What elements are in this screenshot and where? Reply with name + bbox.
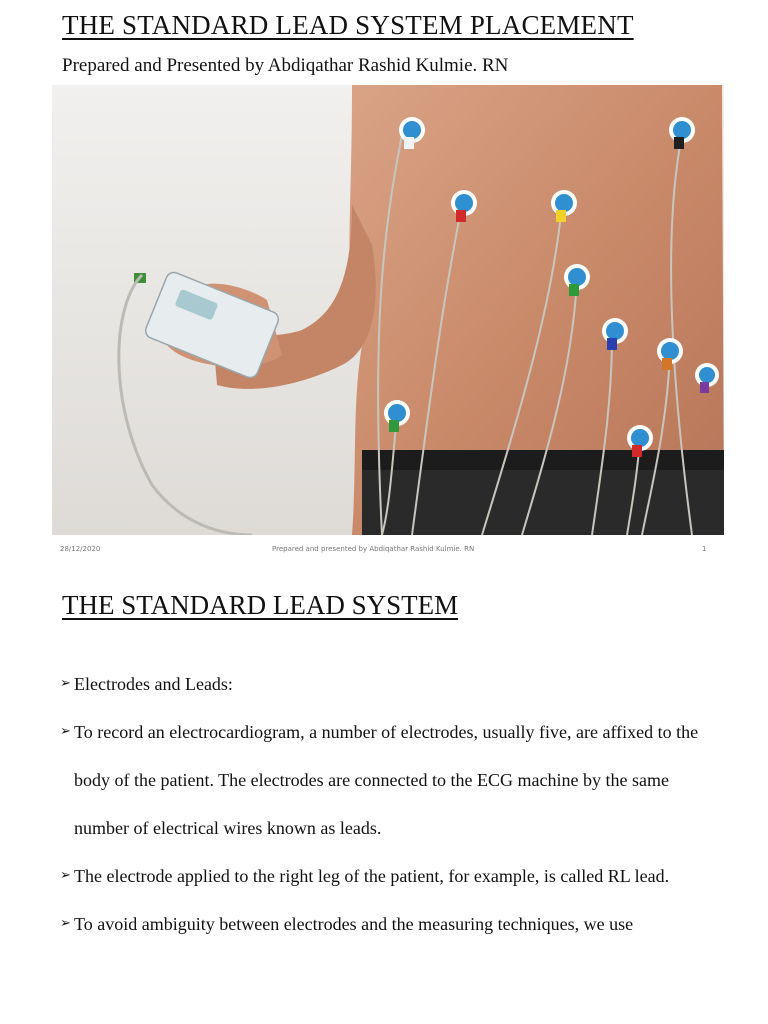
paragraph-text: The electrode applied to the right leg of the patient, for example, is called RL lead. [74,866,670,886]
slide-date: 28/12/2020 [60,545,101,553]
paragraph-text: To record an electrocardiogram, a number of electrodes, usually five, are affixed to the body of the patient. The electrodes are connected to the ECG machine by the same number of electrical wires known as leads. [74,722,699,838]
ecg-patient-photo [52,85,724,535]
bullet-arrow-icon: ➢ [60,916,71,931]
paragraph [62,708,722,852]
paragraph-text: Electrodes and Leads: [74,674,233,694]
slide-presenter: Prepared and presented by Abdiqathar Rashid Kulmie. RN [272,545,475,553]
paragraph [62,660,722,708]
paragraph [62,900,722,948]
bullet-arrow-icon: ➢ [60,724,71,739]
body-text [62,660,722,948]
page-subtitle: Prepared and Presented by Abdiqathar Rashid Kulmie. RN [62,55,509,76]
paragraph-text: To avoid ambiguity between electrodes and the measuring techniques, we use [74,914,634,934]
slide-page-number: 1 [702,545,707,553]
bullet-arrow-icon: ➢ [60,676,71,691]
page-title: THE STANDARD LEAD SYSTEM PLACEMENT [62,10,634,40]
paragraph [62,852,722,900]
bullet-arrow-icon: ➢ [60,868,71,883]
section-heading: THE STANDARD LEAD SYSTEM [62,590,459,620]
